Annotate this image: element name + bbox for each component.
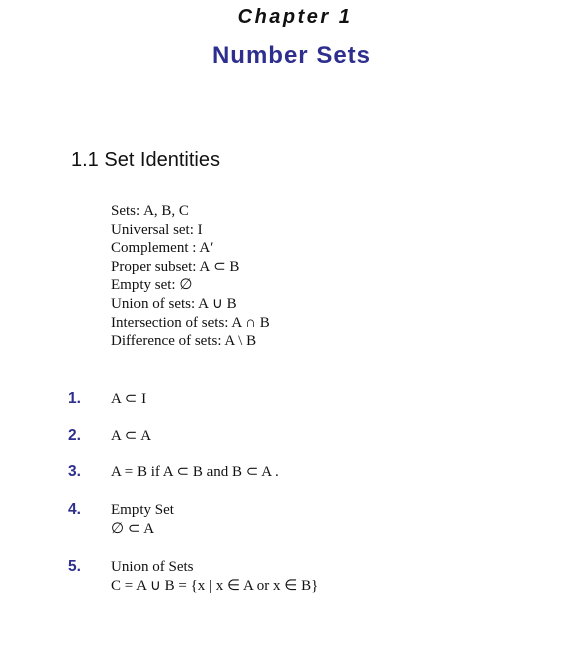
identity-number: 1. xyxy=(68,390,81,407)
section-heading: 1.1 Set Identities xyxy=(71,149,220,171)
identity-text: A ⊂ A xyxy=(111,428,152,444)
identity-number: 2. xyxy=(68,427,81,444)
identity-line: C = A ∪ B = {x | x ∈ A or x ∈ B} xyxy=(111,578,319,594)
identity-number: 3. xyxy=(68,463,81,480)
identity-text xyxy=(111,558,318,596)
identity-line: Empty Set xyxy=(111,502,174,518)
identity-number: 5. xyxy=(68,558,81,575)
definition-item: Sets: A, B, C xyxy=(111,203,189,219)
definition-item: Proper subset: A ⊂ B xyxy=(111,258,240,275)
identity-text: A ⊂ I xyxy=(111,391,147,407)
identity-text xyxy=(111,501,174,539)
definitions-list xyxy=(111,202,270,351)
definition-item: Empty set: ∅ xyxy=(111,277,193,294)
identity-line: ∅ ⊂ A xyxy=(111,521,155,537)
definition-item: Union of sets: A ∪ B xyxy=(111,295,237,312)
identity-text: A = B if A ⊂ B and B ⊂ A . xyxy=(111,464,279,480)
definition-item: Difference of sets: A \ B xyxy=(111,333,257,350)
identity-line: Union of Sets xyxy=(111,559,194,575)
definition-item: Universal set: I xyxy=(111,221,203,238)
definition-item: Complement : A′ xyxy=(111,240,214,257)
identity-number: 4. xyxy=(68,501,81,518)
chapter-label: Chapter 1 xyxy=(237,6,353,28)
definition-item: Intersection of sets: A ∩ B xyxy=(111,314,270,331)
chapter-title: Number Sets xyxy=(211,42,372,69)
